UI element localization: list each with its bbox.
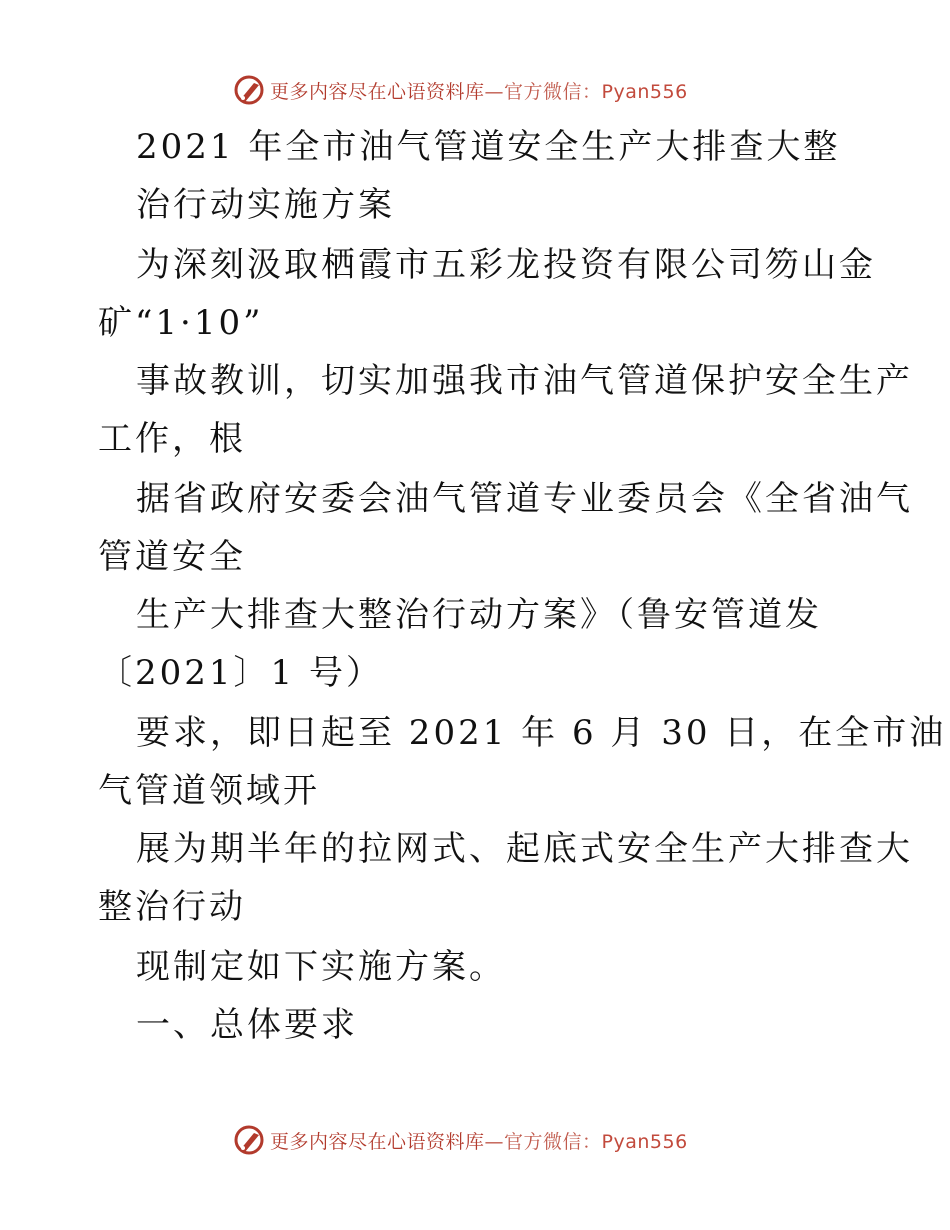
watermark-text: 更多内容尽在心语资料库—官方微信：Pyan556	[270, 80, 688, 103]
paragraph-line: 整治行动	[98, 887, 246, 927]
paragraph-line: 〔2021〕1 号）	[98, 653, 383, 693]
paragraph-line: 为深刻汲取栖霞市五彩龙投资有限公司笏山金	[136, 245, 876, 285]
pen-logo-icon	[232, 73, 266, 107]
title-line-2: 治行动实施方案	[136, 185, 395, 225]
watermark-text: 更多内容尽在心语资料库—官方微信：Pyan556	[270, 1130, 688, 1153]
paragraph-line: 气管道领域开	[98, 771, 320, 811]
title-line-1: 2021 年全市油气管道安全生产大排查大整	[136, 127, 841, 167]
paragraph-line: 生产大排查大整治行动方案》（鲁安管道发	[136, 595, 822, 635]
paragraph-line: 据省政府安委会油气管道专业委员会《全省油气	[136, 479, 913, 519]
header-watermark	[232, 72, 688, 108]
paragraph-line: 现制定如下实施方案。	[136, 947, 506, 987]
section-heading: 一、总体要求	[136, 1005, 358, 1045]
paragraph-line: 展为期半年的拉网式、起底式安全生产大排查大	[136, 829, 913, 869]
footer-watermark	[232, 1122, 688, 1158]
paragraph-line: 矿“1·10”	[98, 303, 264, 343]
paragraph-line: 事故教训，切实加强我市油气管道保护安全生产	[136, 361, 913, 401]
paragraph-line: 工作，根	[98, 419, 246, 459]
paragraph-line: 管道安全	[98, 537, 246, 577]
pen-logo-icon	[232, 1123, 266, 1157]
paragraph-line: 要求，即日起至 2021 年 6 月 30 日，在全市油	[136, 713, 947, 753]
